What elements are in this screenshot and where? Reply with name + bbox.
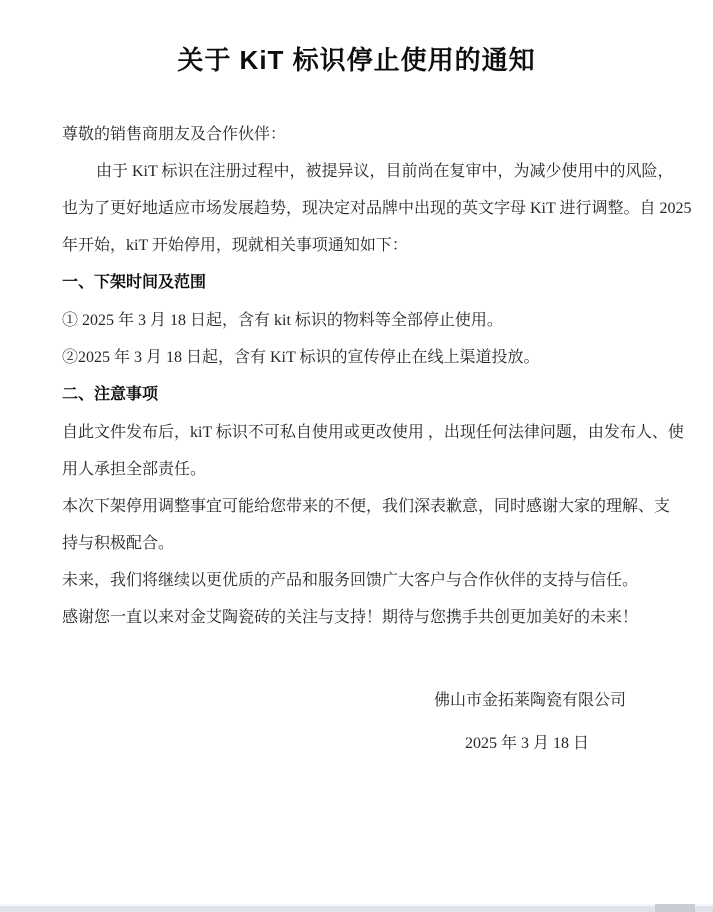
notice-title: 关于 KiT 标识停止使用的通知	[177, 45, 536, 75]
section-removal-scope	[62, 264, 651, 376]
intro-line: 由于 KiT 标识在注册过程中，被提异议，目前尚在复审中，为减少使用中的风险，	[96, 163, 674, 180]
body-line: 本次下架停用调整事宜可能给您带来的不便，我们深表歉意，同时感谢大家的理解、支	[62, 498, 671, 515]
intro-paragraph	[62, 153, 692, 264]
list-item: ① 2025 年 3 月 18 日起，含有 kit 标识的物料等全部停止使用。	[62, 312, 503, 329]
section-heading: 二、注意事项	[62, 386, 159, 403]
bottom-edge-bar	[0, 904, 713, 912]
intro-line: 也为了更好地适应市场发展趋势，现决定对品牌中出现的英文字母 KiT 进行调整。自 2025	[62, 200, 692, 217]
document-content	[0, 44, 713, 762]
signature-company: 佛山市金拓莱陶瓷有限公司	[433, 692, 626, 709]
intro-line: 年开始，kiT 开始停用，现就相关事项通知如下：	[62, 237, 408, 254]
salutation: 尊敬的销售商朋友及合作伙伴：	[62, 126, 287, 143]
list-item: ②2025 年 3 月 18 日起，含有 KiT 标识的宣传停止在线上渠道投放。	[62, 349, 540, 366]
section-notes	[62, 376, 684, 636]
body-line: 未来，我们将继续以更优质的产品和服务回馈广大客户与合作伙伴的支持与信任。	[62, 572, 639, 589]
body-line: 自此文件发布后，kiT 标识不可私自使用或更改使用 ，出现任何法律问题，由发布人、使	[62, 424, 684, 441]
signature-date: 2025 年 3 月 18 日	[464, 735, 589, 752]
body-line: 用人承担全部责任。	[62, 461, 207, 478]
body-line: 感谢您一直以来对金艾陶瓷砖的关注与支持！期待与您携手共创更加美好的未来！	[62, 609, 639, 626]
section-heading: 一、下架时间及范围	[62, 274, 207, 291]
bottom-bar-segment	[655, 904, 695, 912]
body-line: 持与积极配合。	[62, 535, 175, 552]
document-page	[0, 44, 713, 912]
